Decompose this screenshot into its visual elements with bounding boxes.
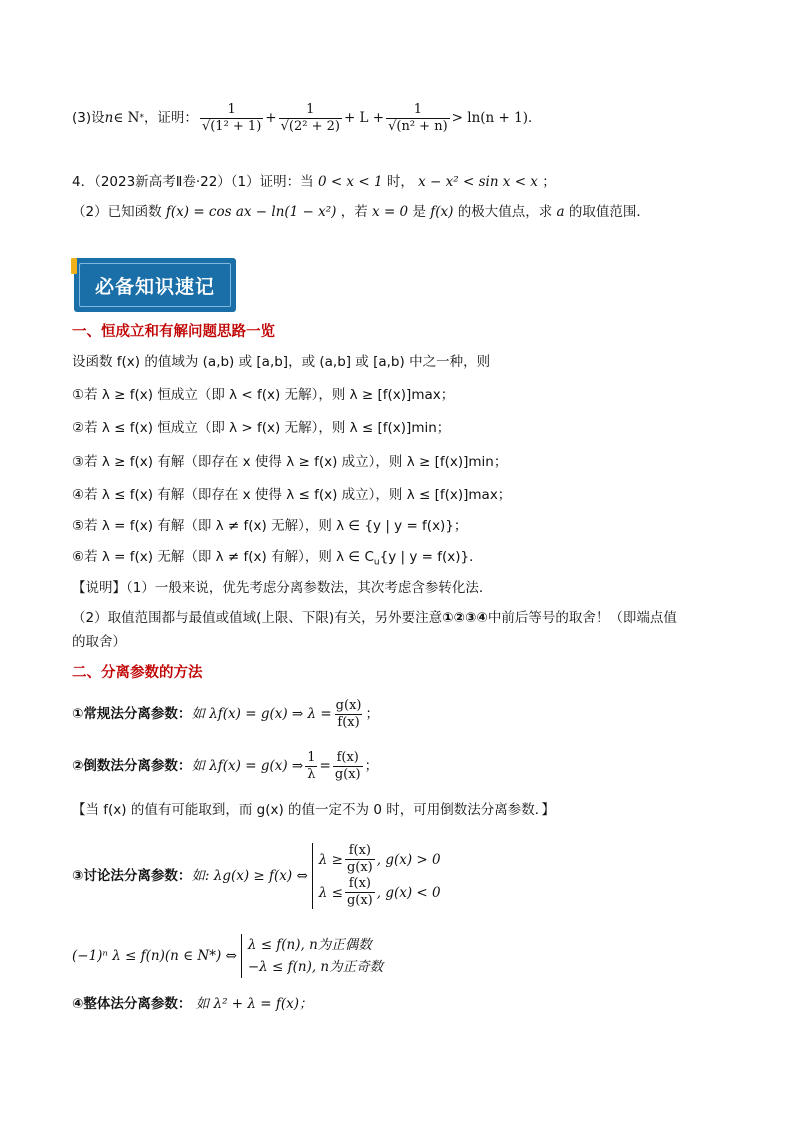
rule-item-6: ⑥若 λ = f(x) 无解（即 λ ≠ f(x) 有解），则 λ ∈ $C_u\{y$ | y = f(x)}． <box>72 549 483 568</box>
q4-prefix: 4．（2023新高考Ⅱ卷·22）（1）证明：当 <box>72 174 314 190</box>
section-1-intro: 设函数 f(x) 的值域为 (a,b) 或 [a,b]，或 (a,b] 或 [a,b) 中之一种，则 <box>72 354 491 370</box>
q4-ineq: x − x² < sin x < x <box>418 174 538 190</box>
q3-op-1: + <box>265 110 277 126</box>
rule-item-1: ①若 λ ≥ f(x) 恒成立（即 λ < f(x) 无解），则 λ ≥ [f(x)]max； <box>72 387 455 403</box>
q3-mid: ，证明： <box>143 110 198 126</box>
q3-star: * <box>139 113 144 123</box>
rule-item-5: ⑤若 λ = f(x) 有解（即 λ ≠ f(x) 无解），则 λ ∈ {y | y = f(x)}； <box>72 518 468 534</box>
q3-prefix: (3)设 <box>72 110 105 126</box>
method-2-tip: 【当 f(x) 的值有可能取到，而 g(x) 的值一定不为 0 时，可用倒数法分离参数．】 <box>72 802 555 818</box>
q4b-x0: x = 0 <box>372 204 409 220</box>
q3-op-2: + L + <box>343 110 385 126</box>
rule-item-3: ③若 λ ≥ f(x) 有解（即存在 x 使得 λ ≥ f(x) 成立），则 λ ≥ [f(x)]min； <box>72 454 508 470</box>
badge-tab-decoration <box>71 258 77 274</box>
q3-frac-2: $\frac{1}{\text{√(2² + 2)}}$ <box>280 101 340 134</box>
q4b-end: 的取值范围． <box>568 204 650 220</box>
method-3: ③讨论法分离参数： 如: λg(x) ≥ f(x) ⇔ λ ≥ $\frac{f(x)}{g(x)}$ , g(x) > 0 λ ≤ $\frac{f(x)}{g(x)}$ , g(x) < 0 <box>72 843 441 908</box>
q4-cond: 0 < x < 1 <box>317 174 383 190</box>
q3-frac-3: $\frac{1}{\text{√(n² + n)}}$ <box>388 101 448 134</box>
q3-n: n <box>104 110 114 126</box>
q4b-prefix: （2）已知函数 <box>72 204 162 220</box>
method-4: ④整体法分离参数： 如 λ² + λ = f(x)； <box>72 996 313 1012</box>
method-1: ①常规法分离参数： 如 λf(x) = g(x) ⇒ λ = $\frac{g(x)}{f(x)}$ ； <box>72 697 379 730</box>
q4-end: ； <box>542 174 556 190</box>
method-3-cases: λ ≥ $\frac{f(x)}{g(x)}$ , g(x) > 0 λ ≤ $\frac{f(x)}{g(x)}$ , g(x) < 0 <box>312 843 441 909</box>
section-2-title: 二、分离参数的方法 <box>72 665 203 681</box>
parity-cases: λ ≤ f(n), n为正偶数 −λ ≤ f(n), n为正奇数 <box>241 934 383 978</box>
question-3-line <box>72 98 734 138</box>
section-badge <box>74 258 236 312</box>
method-3-parity: (−1)ⁿ λ ≤ f(n)(n ∈ N*) ⇔ λ ≤ f(n), n为正偶数 −λ ≤ f(n), n为正奇数 <box>72 932 734 980</box>
note-1: 【说明】（1）一般来说，优先考虑分离参数法，其次考虑含参转化法． <box>72 580 493 596</box>
q3-tail: > ln(n + 1)． <box>451 110 542 126</box>
q3-in: ∈ N <box>113 110 140 126</box>
q4b-mid3: 的极大值点，求 <box>457 204 553 220</box>
rule-item-4: ④若 λ ≤ f(x) 有解（即存在 x 使得 λ ≤ f(x) 成立），则 λ ≤ [f(x)]max； <box>72 487 512 503</box>
q4b-func: f(x) = cos ax − ln(1 − x²) <box>165 204 337 220</box>
badge-label: 必备知识速记 <box>79 263 231 307</box>
section-1-title: 一、恒成立和有解问题思路一览 <box>72 324 275 340</box>
method-2: ②倒数法分离参数： 如 λf(x) = g(x) ⇒ $\frac{1}{\lambda}$ = $\frac{f(x)}{g(x)}$ ； <box>72 749 379 782</box>
question-4-line-1 <box>72 172 734 192</box>
rule-item-2: ②若 λ ≤ f(x) 恒成立（即 λ > f(x) 无解），则 λ ≤ [f(x)]min； <box>72 420 451 436</box>
question-4-line-2 <box>72 202 734 222</box>
q4b-mid: ，若 <box>340 204 368 220</box>
q3-frac-1: $\frac{1}{\text{√(1² + 1)}}$ <box>201 101 262 134</box>
q4b-fx: f(x) <box>430 204 454 220</box>
note-2: （2）取值范围都与最值或值域(上限、下限)有关，另外要注意①②③④中前后等号的取舍！（即端点值 <box>72 610 677 626</box>
q4b-mid2: 是 <box>412 204 426 220</box>
q4b-a: a <box>556 204 565 220</box>
q4-mid: 时， <box>386 174 414 190</box>
note-3: 的取舍） <box>72 634 126 650</box>
